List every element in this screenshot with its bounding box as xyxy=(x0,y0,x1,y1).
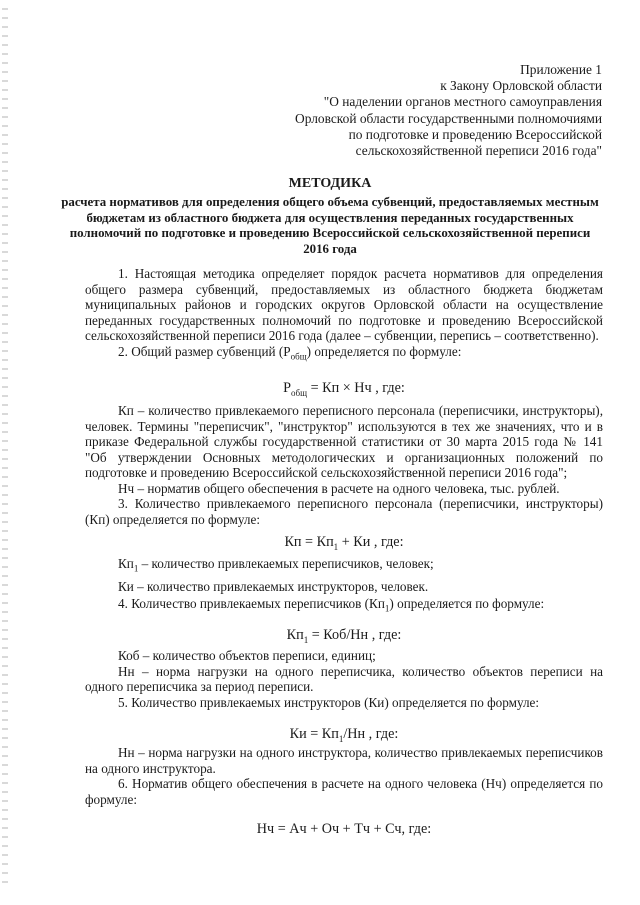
subscript: 1 xyxy=(133,563,139,574)
appendix-header xyxy=(242,62,602,159)
section-1-2 xyxy=(85,266,603,365)
text: 4. Количество привлекаемых переписчиков ( xyxy=(118,595,370,611)
definition-nn-2: Нн – норма нагрузки на одного инструктора, количество привлекаемых переписчиков на одного инструктора. xyxy=(85,745,603,776)
text: ) определяется по формуле: xyxy=(306,343,462,359)
formula-text: Кп = Кп xyxy=(284,534,334,550)
definition-kp: Кп – количество привлекаемого переписного персонала (переписчики, инструкторы), человек. Термины "переписчик", "инструктор" используются в тех же значениях, что и в приказе Федеральной службы государственной статистики от 30 марта 2015 года № 141 "Об утверждении Основных методологических и организационных положений по подготовке и проведению Всероссийской сельскохозяйственной переписи 2016 года"; xyxy=(85,403,603,480)
document-subtitle: расчета нормативов для определения общего объема субвенций, предоставляемых местным бюджетам из областного бюджета для осуществления переданных государственных полномочий по подготовке и проведению Всероссийской сельскохозяйственной переписи 2016 года xyxy=(61,195,599,256)
formula-text: /Нн , где: xyxy=(343,726,399,742)
appendix-line: "О наделении органов местного самоуправления xyxy=(323,94,602,110)
formula-2 xyxy=(85,535,603,555)
formula-5: Нч = Ач + Оч + Тч + Сч, где: xyxy=(256,821,432,837)
section-5-6 xyxy=(85,745,603,807)
appendix-line: к Закону Орловской области xyxy=(440,78,602,94)
subscript: 1 xyxy=(303,634,309,645)
paragraph-2 xyxy=(85,344,603,365)
appendix-line: по подготовке и проведению Всероссийской xyxy=(348,126,602,142)
subscript: общ xyxy=(290,351,307,362)
symbol: Кп xyxy=(369,595,385,611)
formula-text: = Кп × Нч , где: xyxy=(307,380,405,396)
text: – количество привлекаемых переписчиков, человек; xyxy=(138,556,434,571)
paragraph-3: 3. Количество привлекаемого переписного персонала (переписчики, инструкторы) (Кп) определяется по формуле: xyxy=(85,496,603,527)
appendix-line: сельскохозяйственной переписи 2016 года" xyxy=(355,143,602,159)
symbol: Р xyxy=(283,380,292,396)
section-4-5 xyxy=(85,648,603,710)
appendix-line: Приложение 1 xyxy=(520,62,602,77)
formula-text: = Коб/Нн , где: xyxy=(308,627,402,643)
subscript: 1 xyxy=(384,603,390,614)
definition-ki: Ки – количество привлекаемых инструкторов, человек. xyxy=(118,578,429,594)
paragraph-1: 1. Настоящая методика определяет порядок расчета нормативов для определения общего размера субвенций, предоставляемых из областного бюджета бюджетам муниципальных районов и городских округов Орловской области на осуществление переданных государственных полномочий по подготовке и проведению Всероссийской сельскохозяйственной переписи 2016 года (далее – субвенции, перепись – соответственно). xyxy=(85,266,603,343)
section-3-4 xyxy=(85,555,603,617)
subscript: 1 xyxy=(338,733,344,744)
formula-1 xyxy=(85,381,603,401)
subscript: общ xyxy=(291,387,308,398)
paragraph-6: 6. Норматив общего обеспечения в расчете на одного человека (Нч) определяется по формуле: xyxy=(85,776,603,807)
formula-3 xyxy=(85,628,603,648)
subscript: 1 xyxy=(333,541,339,552)
appendix-line: Орловской области государственными полномочиями xyxy=(295,110,602,126)
definition-kob: Коб – количество объектов переписи, единиц; xyxy=(118,648,376,663)
paragraph-4 xyxy=(85,595,603,618)
text: 2. Общий размер субвенций ( xyxy=(118,343,284,359)
text: ) определяется по формуле: xyxy=(389,595,545,611)
symbol: Р xyxy=(283,343,291,359)
formula-text: Ки = Кп xyxy=(289,726,339,742)
definition-nn-1: Нн – норма нагрузки на одного переписчика, количество объектов переписи на одного переписчика за период переписи. xyxy=(85,663,603,694)
section-2-3 xyxy=(85,403,603,527)
formula-text: + Ки , где: xyxy=(338,534,404,550)
scan-margin-marks xyxy=(2,8,8,888)
document-title: МЕТОДИКА xyxy=(288,176,372,191)
definition-nch: Нч – норматив общего обеспечения в расчете на одного человека, тыс. рублей. xyxy=(118,480,560,496)
formula-text: Кп xyxy=(286,627,304,643)
definition-kp1 xyxy=(85,555,603,578)
symbol: Кп xyxy=(118,556,134,571)
paragraph-5: 5. Количество привлекаемых инструкторов (Ки) определяется по формуле: xyxy=(118,694,540,710)
